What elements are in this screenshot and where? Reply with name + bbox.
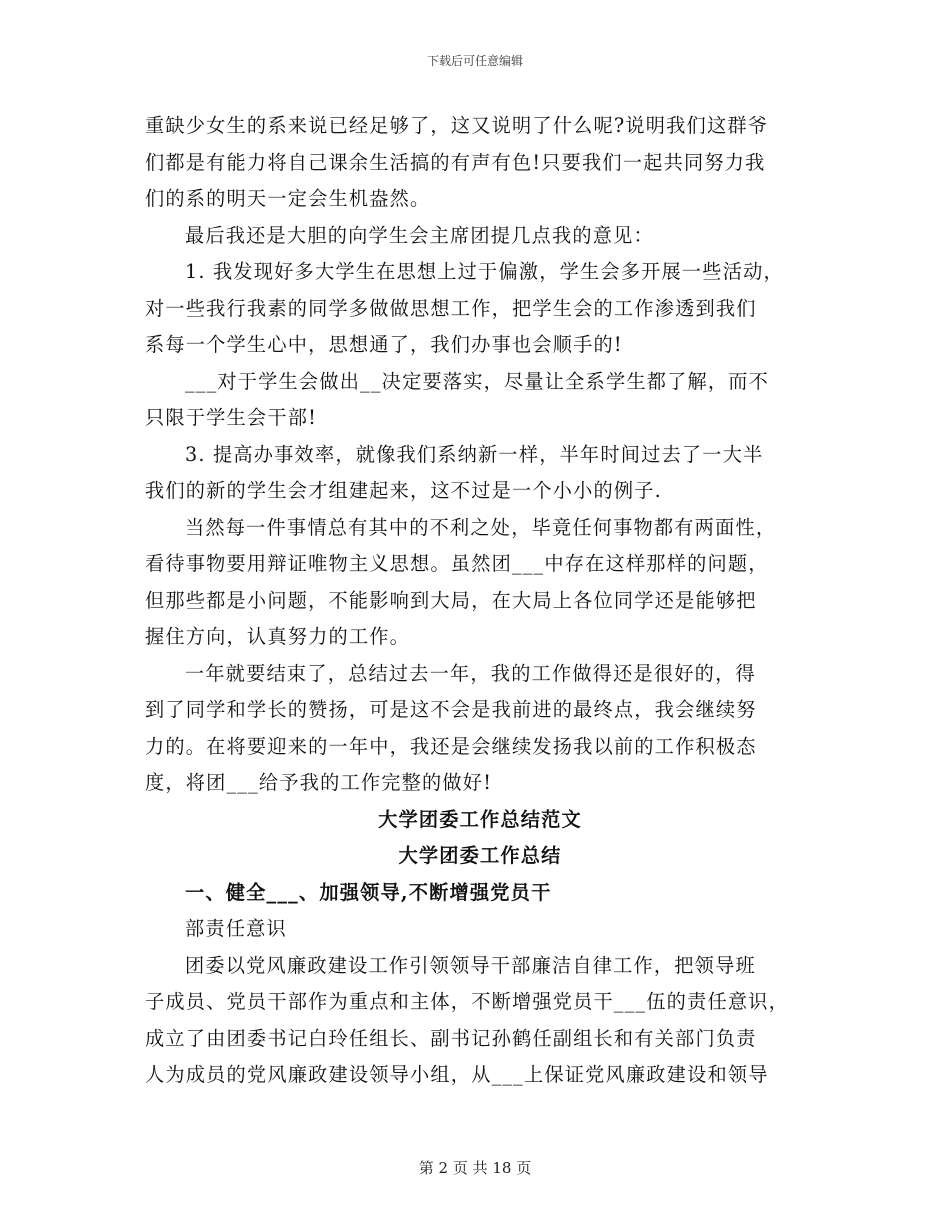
paragraph-line: 成立了由团委书记白玲任组长、副书记孙鹤任副组长和有关部门负责: [145, 1026, 757, 1050]
page-header: 下载后可任意编辑: [426, 54, 523, 68]
paragraph-line: 度，将团___给予我的工作完整的做好!: [145, 771, 493, 794]
paragraph-line: 看待事物要用辩证唯物主义思想。虽然团___中存在这样那样的问题，: [145, 552, 769, 575]
paragraph-line: 我们的新的学生会才组建起来，这不过是一个小小的例子.: [145, 479, 662, 502]
paragraph-line: 人为成员的党风廉政建设领导小组，从___上保证党风廉政建设和领导: [145, 1063, 769, 1086]
paragraph-line: 力的。在将要迎来的一年中，我还是会继续发扬我以前的工作积极态: [145, 734, 757, 758]
page-footer: 第 2 页 共 18 页: [418, 1159, 532, 1177]
section-heading: 一、健全___、加强领导,不断增强党员干: [185, 880, 552, 904]
paragraph-line: 当然每一件事情总有其中的不利之处，毕竟任何事物都有两面性，: [185, 515, 777, 539]
paragraph-line: 握住方向，认真努力的工作。: [145, 625, 411, 648]
paragraph-line: 系每一个学生心中，思想通了，我们办事也会顺手的!: [145, 333, 623, 356]
document-body: [145, 108, 815, 1094]
list-item-line: 3. 提高办事效率，就像我们系纳新一样，半年时间过去了一大半: [185, 442, 764, 466]
paragraph-line: 重缺少女生的系来说已经足够了，这又说明了什么呢?说明我们这群爷: [145, 114, 769, 137]
paragraph-line: 只限于学生会干部!: [145, 406, 318, 429]
paragraph-line: 到了同学和学长的赞扬，可是这不会是我前进的最终点，我会继续努: [145, 698, 757, 721]
document-subtitle: 大学团委工作总结: [398, 844, 562, 867]
list-item-line: ___对于学生会做出__决定要落实，尽量让全系学生都了解，而不: [185, 369, 770, 393]
paragraph-line: 们都是有能力将自己课余生活搞的有声有色!只要我们一起共同努力我: [145, 150, 766, 174]
paragraph-line: 一年就要结束了，总结过去一年，我的工作做得还是很好的，得: [185, 661, 756, 685]
paragraph-line: 最后我还是大胆的向学生会主席团提几点我的意见：: [185, 223, 654, 247]
paragraph-line: 团委以党风廉政建设工作引领领导干部廉洁自律工作，把领导班: [185, 953, 756, 977]
paragraph-line: 们的系的明天一定会生机盎然。: [145, 187, 431, 210]
paragraph-line: 子成员、党员干部作为重点和主体，不断增强党员干___伍的责任意识，: [145, 990, 790, 1013]
paragraph-line: 对一些我行我素的同学多做做思想工作，把学生会的工作渗透到我们: [145, 296, 757, 320]
list-item-line: 1. 我发现好多大学生在思想上过于偏激，学生会多开展一些活动，: [185, 260, 784, 283]
section-heading-continuation: 部责任意识: [185, 917, 287, 940]
paragraph-line: 但那些都是小问题，不能影响到大局，在大局上各位同学还是能够把: [145, 588, 757, 612]
document-title: 大学团委工作总结范文: [378, 807, 582, 831]
